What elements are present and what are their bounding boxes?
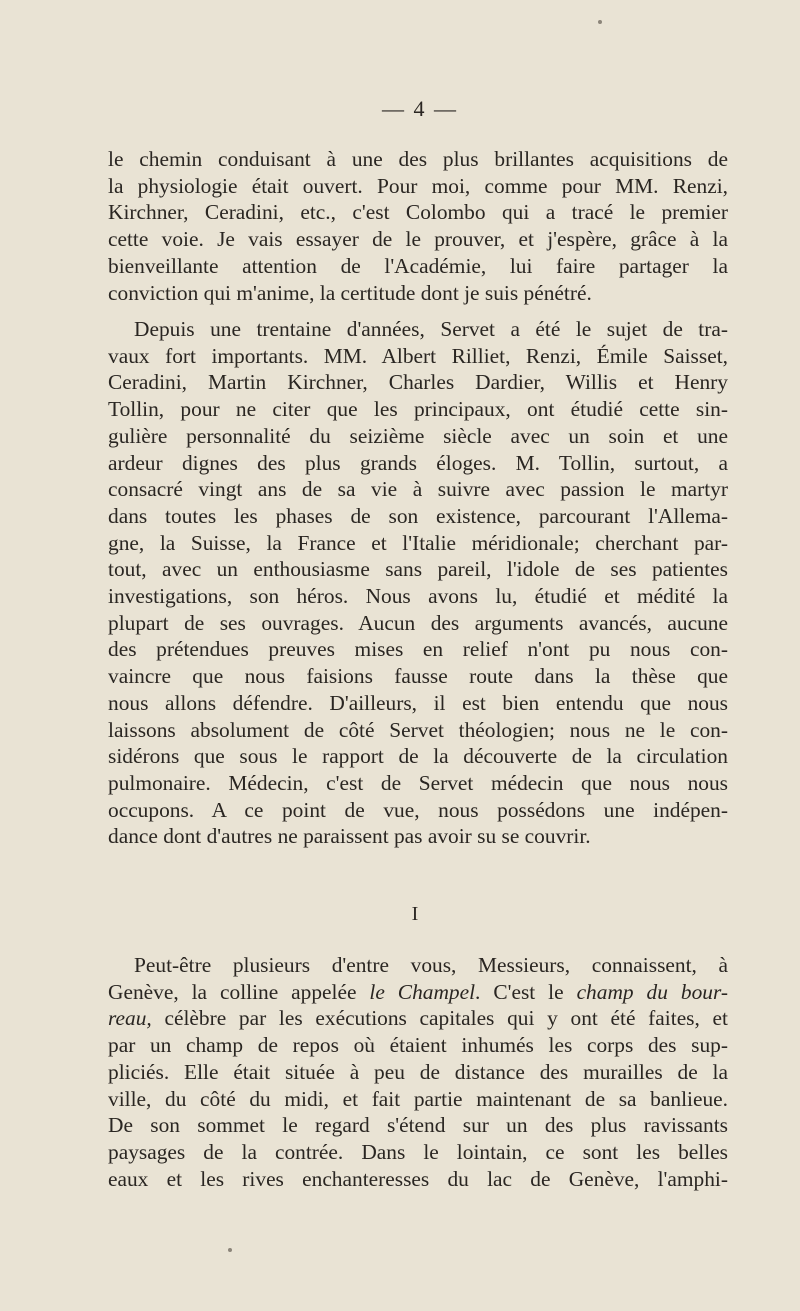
- text-line: plupart de ses ouvrages. Aucun des arguments avancés, aucune: [108, 610, 728, 635]
- text-line: gulière personnalité du seizième siècle avec un soin et une: [108, 423, 728, 448]
- paper-speck: [228, 1248, 232, 1252]
- text-line: ville, du côté du midi, et fait partie maintenant de sa banlieue.: [108, 1086, 728, 1111]
- paper-speck: [598, 20, 602, 24]
- text-line: investigations, son héros. Nous avons lu, étudié et médité la: [108, 584, 728, 609]
- text-line: la physiologie était ouvert. Pour moi, comme pour MM. Renzi,: [108, 173, 728, 198]
- text-line: Genève, la colline appelée le Champel. C'est le champ du bour-: [108, 979, 728, 1004]
- text-line: reau, célèbre par les exécutions capitales qui y ont été faites, et: [108, 1006, 728, 1031]
- text-line: occupons. A ce point de vue, nous possédons une indépen-: [108, 797, 728, 822]
- text-line: par un champ de repos où étaient inhumés les corps des sup-: [108, 1033, 728, 1058]
- text-line: cette voie. Je vais essayer de le prouver, et j'espère, grâce à la: [108, 227, 728, 252]
- text-line: pliciés. Elle était située à peu de distance des murailles de la: [108, 1059, 728, 1084]
- text-line: vaincre que nous faisions fausse route dans la thèse que: [108, 664, 728, 689]
- text-line: Kirchner, Ceradini, etc., c'est Colombo qui a tracé le premier: [108, 200, 728, 225]
- text-line: Depuis une trentaine d'années, Servet a été le sujet de tra-: [134, 317, 728, 341]
- text-line: tout, avec un enthousiasme sans pareil, l'idole de ses patientes: [108, 557, 728, 582]
- text-line: gne, la Suisse, la France et l'Italie méridionale; cherchant par-: [108, 530, 728, 555]
- paragraph-2: [108, 316, 728, 850]
- text-line: vaux fort importants. MM. Albert Rilliet, Renzi, Émile Saisset,: [108, 343, 728, 368]
- text-line: laissons absolument de côté Servet théologien; nous ne le con-: [108, 717, 728, 742]
- text-line: ardeur dignes des plus grands éloges. M. Tollin, surtout, a: [108, 450, 728, 475]
- text-line: sidérons que sous le rapport de la découverte de la circulation: [108, 744, 728, 769]
- text-line: eaux et les rives enchanteresses du lac de Genève, l'amphi-: [108, 1166, 728, 1191]
- text-line: consacré vingt ans de sa vie à suivre avec passion le martyr: [108, 477, 728, 502]
- text-line: nous allons défendre. D'ailleurs, il est bien entendu que nous: [108, 690, 728, 715]
- text-line: des prétendues preuves mises en relief n'ont pu nous con-: [108, 637, 728, 662]
- section-heading: I: [411, 903, 419, 925]
- text-line: pulmonaire. Médecin, c'est de Servet médecin que nous nous: [108, 770, 728, 795]
- text-line: paysages de la contrée. Dans le lointain, ce sont les belles: [108, 1139, 728, 1164]
- text-line: Peut-être plusieurs d'entre vous, Messieurs, connaissent, à: [134, 953, 728, 977]
- text-line: De son sommet le regard s'étend sur un des plus ravissants: [108, 1113, 728, 1138]
- text-line: bienveillante attention de l'Académie, lui faire partager la: [108, 253, 728, 278]
- text-line: Tollin, pour ne citer que les principaux, ont étudié cette sin-: [108, 397, 728, 422]
- text-line: le chemin conduisant à une des plus brillantes acquisitions de: [108, 147, 728, 171]
- page-number: — 4 —: [382, 96, 458, 121]
- text-line: dance dont d'autres ne paraissent pas avoir su se couvrir.: [108, 824, 591, 849]
- text-line: Ceradini, Martin Kirchner, Charles Dardier, Willis et Henry: [108, 370, 728, 395]
- text-line: dans toutes les phases de son existence, parcourant l'Allema-: [108, 503, 728, 528]
- paragraph-3: [108, 952, 728, 1192]
- text-line: conviction qui m'anime, la certitude dont je suis pénétré.: [108, 280, 592, 305]
- paragraph-1: [108, 146, 728, 306]
